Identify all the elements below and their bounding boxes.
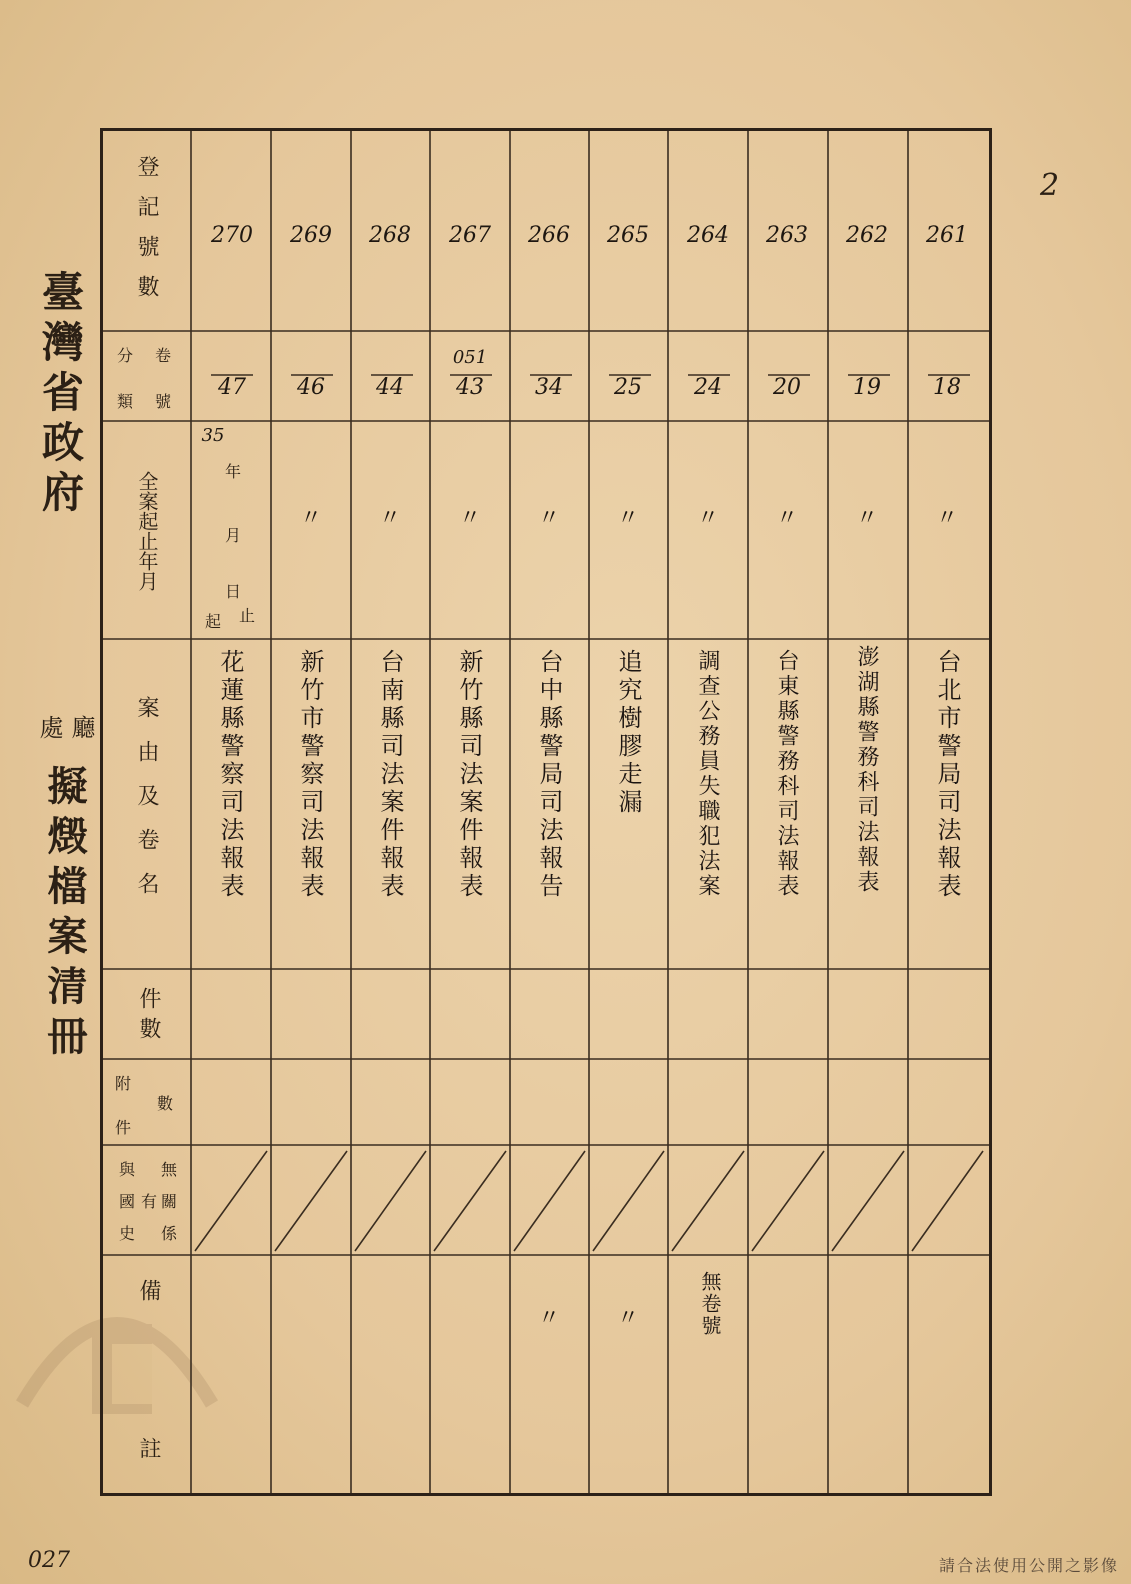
period-year: 35: [201, 425, 225, 446]
header-attach-c: 數: [157, 1094, 174, 1113]
reg-number: 270: [211, 223, 253, 248]
header-history-6: 國: [119, 1192, 136, 1211]
header-class-b: 類: [117, 392, 134, 411]
vol-number: 20: [773, 375, 801, 400]
period-ditto: 〃: [458, 506, 481, 531]
subtitle-hall: 廳: [67, 715, 95, 739]
reg-number: 269: [290, 223, 332, 248]
header-vol-b: 號: [155, 392, 172, 411]
subject-text: 新竹縣司法案件報表: [455, 649, 483, 901]
period-ditto: 〃: [378, 506, 401, 531]
header-registration-number: 登記號數: [134, 155, 159, 315]
subject-text: 台北市警局司法報表: [933, 649, 961, 901]
subtitle-office: 處: [35, 715, 63, 739]
vol-number: 44: [376, 375, 404, 400]
header-history-2: 關: [161, 1192, 178, 1211]
period-ditto: 〃: [935, 506, 958, 531]
period-ditto: 〃: [855, 506, 878, 531]
header-attach-b: 件: [115, 1118, 132, 1137]
header-subject: 案由及卷名: [134, 696, 159, 916]
corner-number: 027: [28, 1548, 70, 1573]
reg-number: 266: [528, 223, 570, 248]
subject-text: 新竹市警察司法報表: [296, 649, 324, 901]
subject-text: 台中縣警局司法報告: [535, 649, 563, 901]
subject-text: 台南縣司法案件報表: [376, 649, 404, 901]
period-ditto: 〃: [696, 506, 719, 531]
header-remarks-top: 備: [136, 1279, 161, 1301]
header-history-1: 無: [161, 1160, 178, 1179]
header-history-7: 史: [119, 1224, 136, 1243]
remark-ditto: 〃: [537, 1306, 560, 1331]
reg-number: 267: [449, 223, 491, 248]
subject-text: 花蓮縣警察司法報表: [216, 649, 244, 901]
period-unit-year: 年: [225, 462, 242, 481]
header-history-3: 係: [161, 1224, 178, 1243]
remark-ditto: 〃: [616, 1306, 639, 1331]
reg-number: 264: [687, 223, 729, 248]
header-count: 件數: [136, 987, 161, 1047]
reg-number: 263: [766, 223, 808, 248]
period-unit-day: 日: [225, 582, 242, 601]
subject-text: 調查公務員失職犯法案: [695, 649, 720, 899]
period-ditto: 〃: [775, 506, 798, 531]
ledger-table: [100, 128, 992, 1496]
header-attach-a: 附: [115, 1074, 132, 1093]
header-class-a: 分: [117, 346, 134, 365]
page-number: 2: [1040, 168, 1060, 203]
header-period: 全案起止年月: [135, 471, 159, 591]
vol-number: 24: [694, 375, 722, 400]
reg-number: 265: [607, 223, 649, 248]
vol-number: 25: [614, 375, 642, 400]
period-ditto: 〃: [299, 506, 322, 531]
reg-number: 261: [926, 223, 968, 248]
reg-number: 268: [369, 223, 411, 248]
subject-text: 澎湖縣警務科司法報表: [854, 645, 879, 895]
period-ditto: 〃: [537, 506, 560, 531]
document-subtitle-block: [30, 715, 100, 1145]
period-unit-start: 起: [205, 612, 222, 631]
subject-text: 追究樹膠走漏: [614, 649, 642, 817]
vol-number: 46: [297, 375, 325, 400]
period-unit-end: 止: [239, 606, 256, 625]
vol-number: 43: [456, 375, 484, 400]
usage-notice: 請合法使用公開之影像: [938, 1556, 1119, 1575]
vol-number: 34: [535, 375, 563, 400]
header-history-5: 與: [119, 1160, 136, 1179]
vol-number: 18: [933, 375, 961, 400]
document-title: 臺灣省政府: [36, 270, 85, 520]
remark-text: 無卷號: [698, 1271, 722, 1337]
period-unit-month: 月: [225, 526, 242, 545]
subtitle-main: 擬燬檔案清冊: [41, 765, 88, 1065]
vol-number: 19: [853, 375, 881, 400]
vol-number: 47: [218, 375, 246, 400]
header-history-4: 有: [141, 1192, 158, 1211]
vol-top-number: 051: [452, 347, 488, 368]
period-ditto: 〃: [616, 506, 639, 531]
subject-text: 台東縣警務科司法報表: [774, 649, 799, 899]
header-remarks-bottom: 註: [136, 1437, 161, 1459]
header-vol-a: 卷: [155, 346, 172, 365]
reg-number: 262: [846, 223, 888, 248]
